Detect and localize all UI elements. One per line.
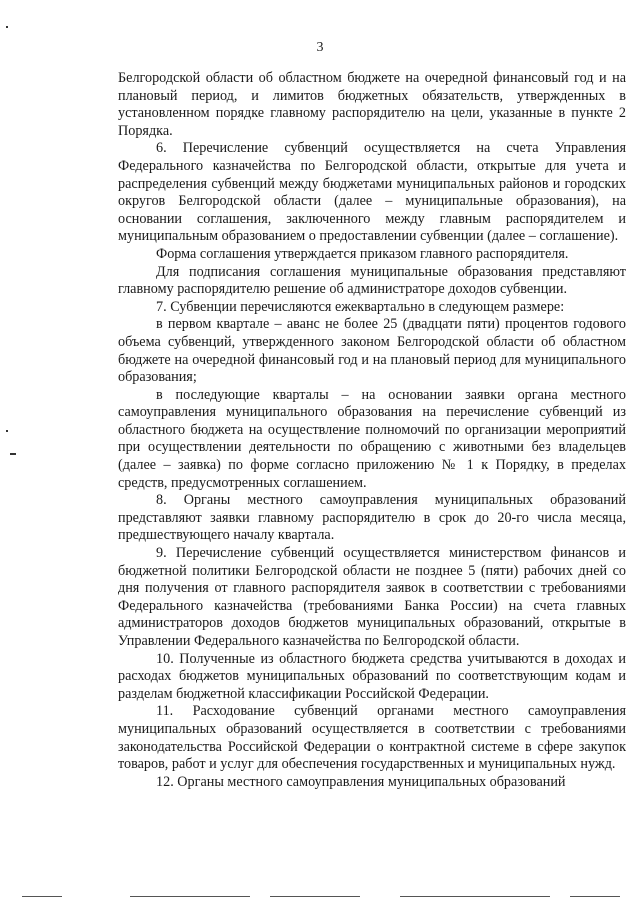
scan-edge-line-1: [22, 896, 62, 897]
paragraph-8: 8. Органы местного самоуправления муниципальных образований представляют заявки главному распорядителю в срок до 20-го числа месяца, предшествующего началу квартала.: [118, 492, 626, 544]
scan-edge-line-2: [130, 896, 250, 897]
paragraph-agreement-signing: Для подписания соглашения муниципальные образования представляют главному распорядителю решение об администраторе доходов субвенции.: [118, 263, 626, 298]
document-body: [118, 70, 626, 791]
paragraph-9: 9. Перечисление субвенций осуществляется министерством финансов и бюджетной политики Белгородской области не позднее 5 (пяти) рабочих дней со дня получения от главного распорядителя заявок в соответствии с требованиями Федерального казначейства (требованиями Банка России) на счета главных администраторов доходов бюджетов муниципальных образований, открытые в Управлении Федерального казначейства по Белгородской области.: [118, 545, 626, 649]
paragraph-11: 11. Расходование субвенций органами местного самоуправления муниципальных образований осуществляется в соответствии с требованиями законодательства Российской Федерации о контрактной системе в сфере закупок товаров, работ и услуг для обеспечения государственных и муниципальных нужд.: [118, 703, 626, 773]
page-number: 3: [316, 40, 324, 55]
paragraph-6: 6. Перечисление субвенций осуществляется на счета Управления Федерального казначейства по Белгородской области, открытые для учета и распределения субвенций между бюджетами муниципальных районов и городских округов Белгородской области (далее – муниципальные образования), на основании соглашения, заключенного между главным распорядителем и муниципальным образованием о предоставлении субвенции (далее – соглашение).: [118, 140, 626, 245]
scan-mark-top: [6, 26, 8, 28]
paragraph-agreement-form: Форма соглашения утверждается приказом главного распорядителя.: [156, 245, 569, 262]
scan-edge-line-4: [400, 896, 550, 897]
paragraph-12: 12. Органы местного самоуправления муниципальных образований: [156, 773, 566, 790]
paragraph-10: 10. Полученные из областного бюджета средства учитываются в доходах и расходах бюджетов муниципальных образований по соответствующим кодам и разделам бюджетной классификации Российской Федерации.: [118, 650, 626, 702]
scan-mark-left-1: [6, 430, 8, 432]
paragraph-7-first-quarter: в первом квартале – аванс не более 25 (двадцати пяти) процентов годового объема субвенций, утвержденного законом Белгородской области об областном бюджете на очередной финансовый год и на плановый период для муниципального образования;: [118, 316, 626, 386]
paragraph-continuation: Белгородской области об областном бюджете на очередной финансовый год и на плановый период, и лимитов бюджетных обязательств, утвержденных в установленном порядке главному распорядителю на цели, указанные в пункте 2 Порядка.: [118, 70, 626, 139]
paragraph-7-next-quarters: в последующие кварталы – на основании заявки органа местного самоуправления муниципального образования на перечисление субвенций из областного бюджета на осуществление полномочий по организации мероприятий при осуществлении деятельности по обращению с животными без владельцев (далее – заявка) по форме согласно приложению № 1 к Порядку, в пределах средств, предусмотренных соглашением.: [118, 386, 626, 491]
paragraph-7: 7. Субвенции перечисляются ежеквартально в следующем размере:: [156, 298, 565, 315]
scan-mark-left-2: [10, 453, 16, 455]
scan-edge-line-5: [570, 896, 620, 897]
scan-edge-line-3: [270, 896, 360, 897]
